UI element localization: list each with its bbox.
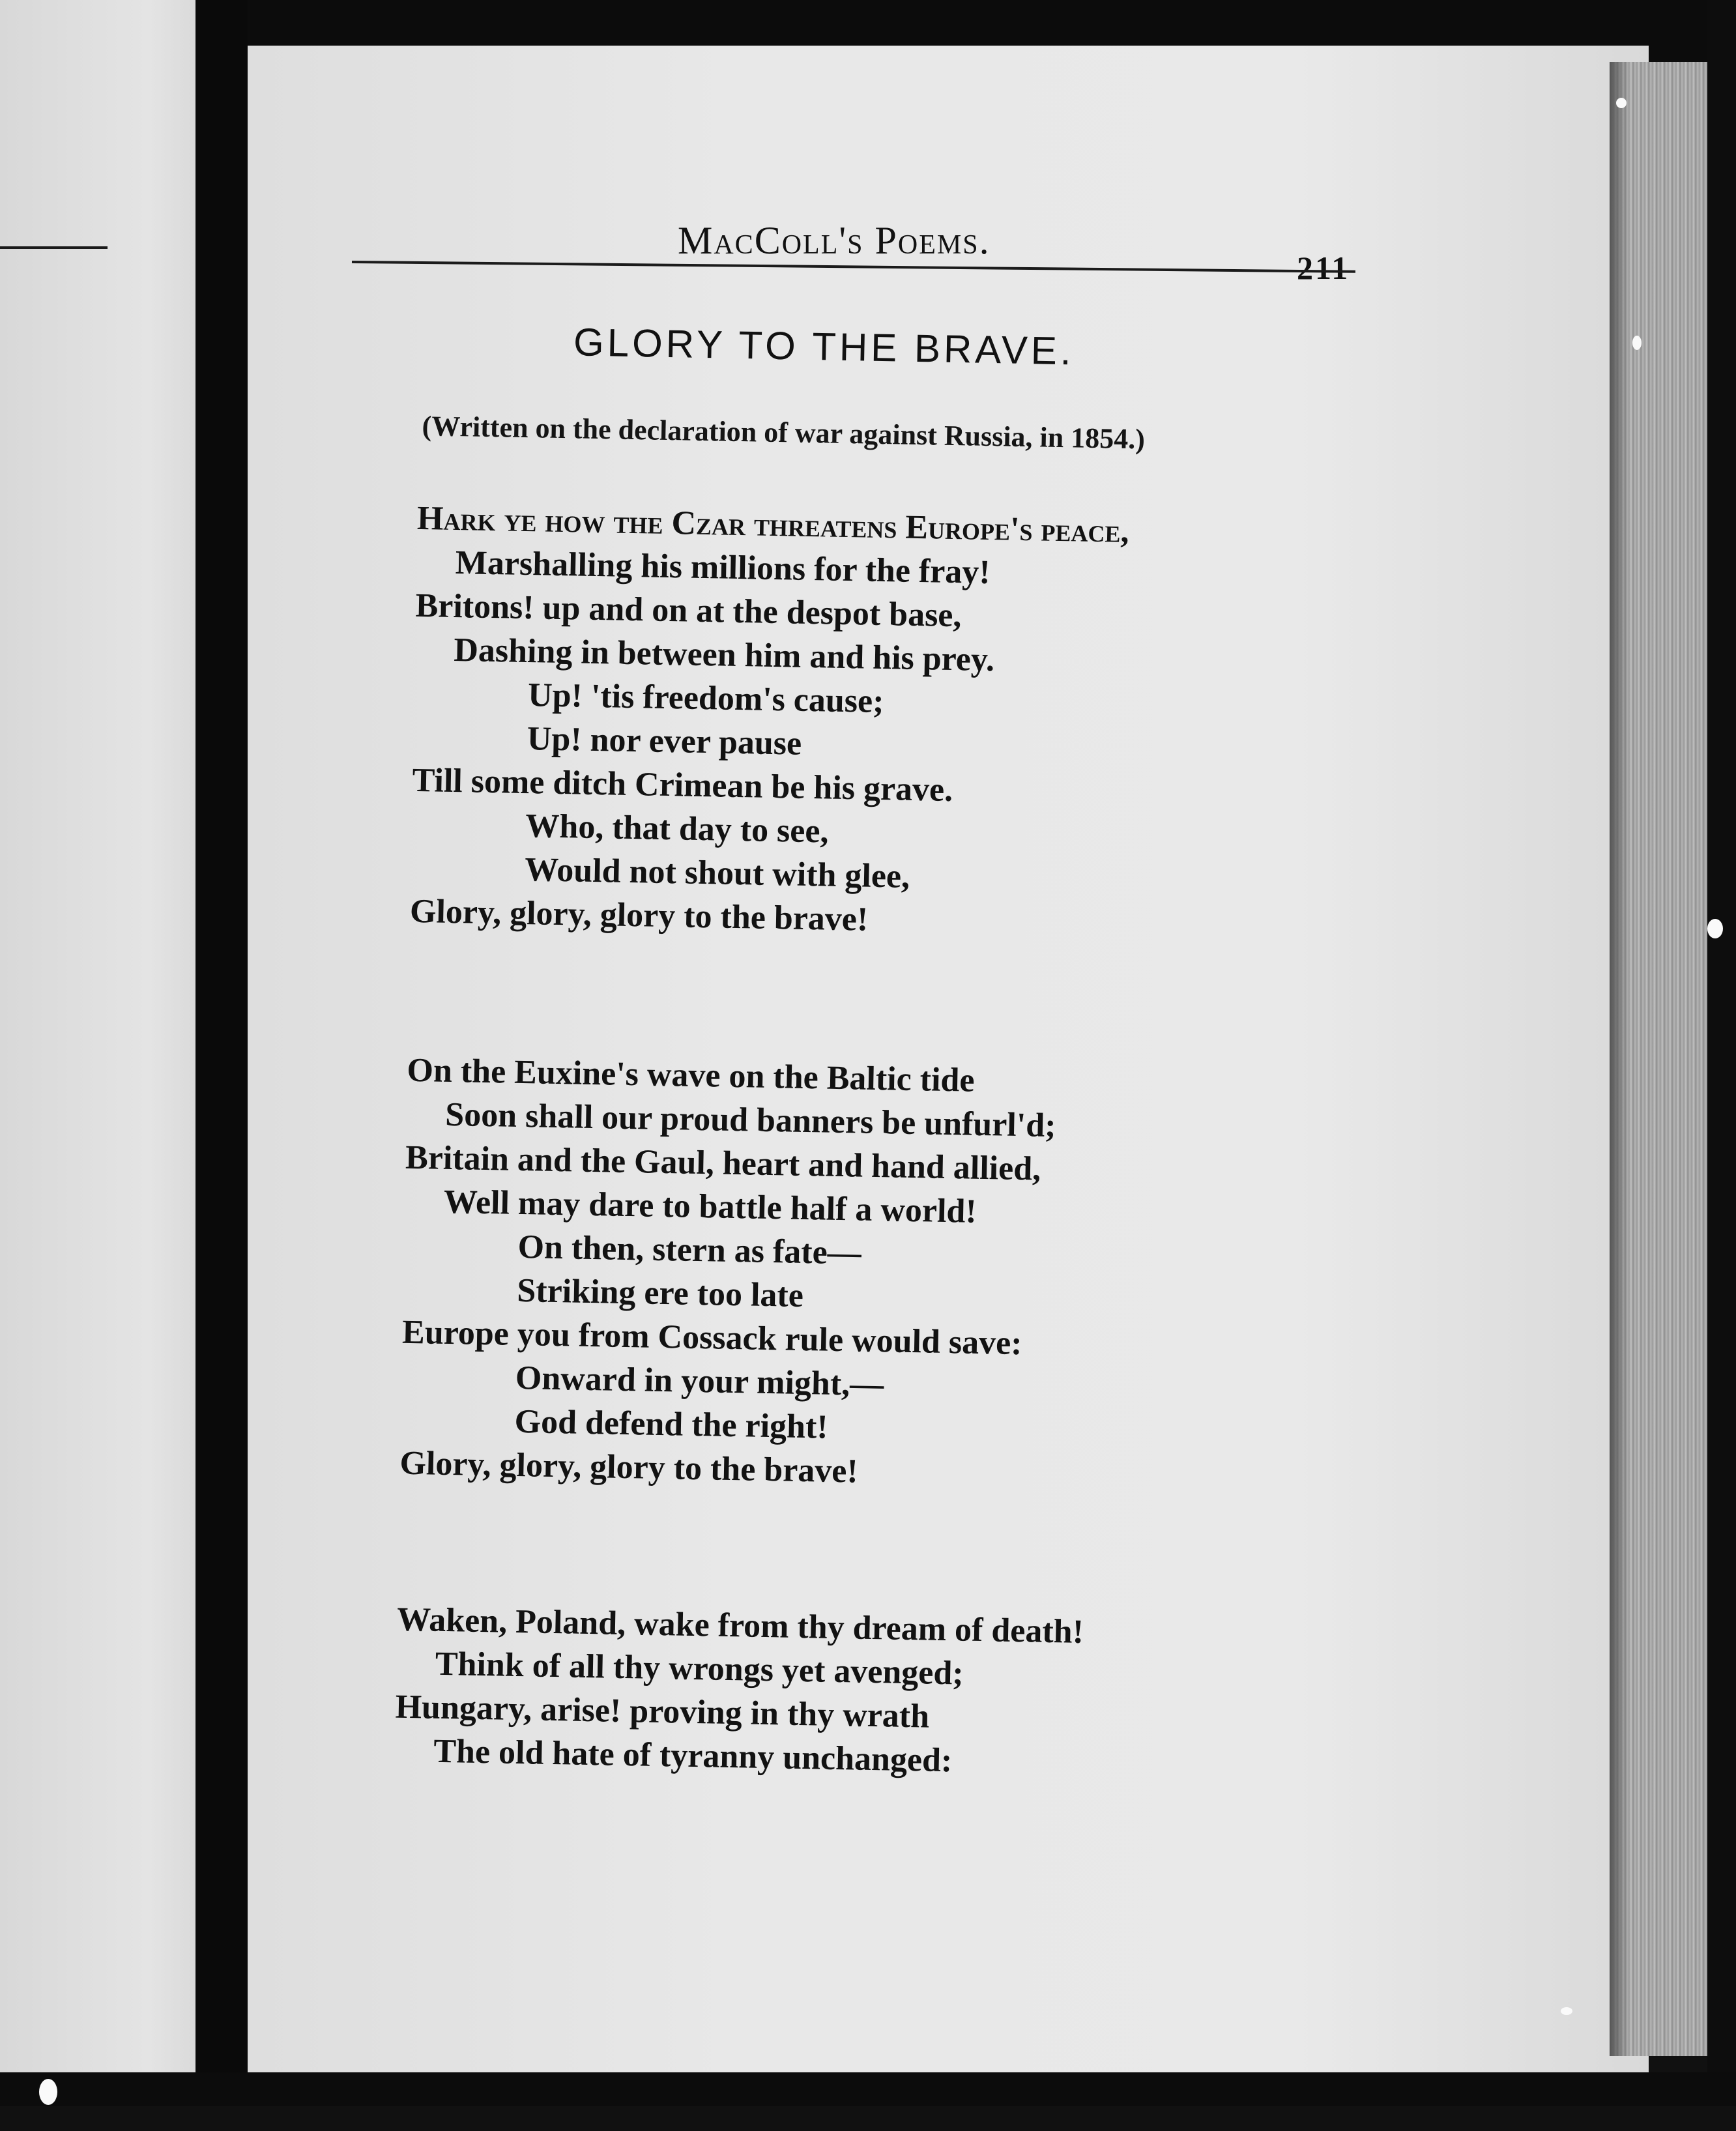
- poem-line: Striking ere too late: [516, 1271, 804, 1314]
- poem-line: God defend the right!: [514, 1402, 829, 1446]
- poem-line: Britons! up and on at the despot base,: [415, 587, 962, 635]
- poem-line: Britain and the Gaul, heart and hand allied,: [405, 1138, 1041, 1188]
- page-number: 211: [1297, 250, 1350, 286]
- poem-line: The old hate of tyranny unchanged:: [433, 1732, 953, 1780]
- poem-line: Would not shout with glee,: [524, 851, 910, 895]
- poem-line: On then, stern as fate—: [517, 1228, 862, 1272]
- poem-line: Well may dare to battle half a world!: [443, 1183, 977, 1230]
- scan-speck: [1561, 2007, 1572, 2015]
- poem-line: Marshalling his millions for the fray!: [455, 544, 991, 592]
- scan-speck: [39, 2079, 57, 2105]
- poem-line: Think of all thy wrongs yet avenged;: [435, 1645, 964, 1692]
- poem-line: Soon shall our proud banners be unfurl'd;: [444, 1095, 1056, 1145]
- poem-line: Onward in your might,—: [515, 1359, 884, 1404]
- poem-line: On the Euxine's wave on the Baltic tide: [407, 1051, 975, 1099]
- poem-line: Hungary, arise! proving in thy wrath: [395, 1688, 930, 1735]
- poem-line: Waken, Poland, wake from thy dream of death!: [396, 1601, 1084, 1651]
- running-head: MacColl's Poems.: [678, 219, 991, 262]
- poem-line: Dashing in between him and his prey.: [453, 631, 995, 679]
- poem-subtitle: (Written on the declaration of war against Russia, in 1854.): [422, 410, 1146, 456]
- poem-line: Glory, glory, glory to the brave!: [399, 1444, 859, 1490]
- poem-line: Hark ye how the Czar threatens Europe's peace,: [416, 499, 1130, 550]
- poem-line: Till some ditch Crimean be his grave.: [412, 761, 953, 809]
- poem-line: Glory, glory, glory to the brave!: [409, 892, 869, 938]
- poem-title: GLORY TO THE BRAVE.: [573, 320, 1075, 373]
- scan-speck: [1707, 919, 1723, 938]
- poem-line: Who, that day to see,: [525, 807, 830, 850]
- scan-speck: [1632, 336, 1642, 350]
- scan-speck: [1616, 98, 1627, 108]
- poem-line: Europe you from Cossack rule would save:: [401, 1313, 1023, 1363]
- poem-line: Up! nor ever pause: [527, 720, 802, 762]
- poem-line: Up! 'tis freedom's cause;: [527, 676, 884, 721]
